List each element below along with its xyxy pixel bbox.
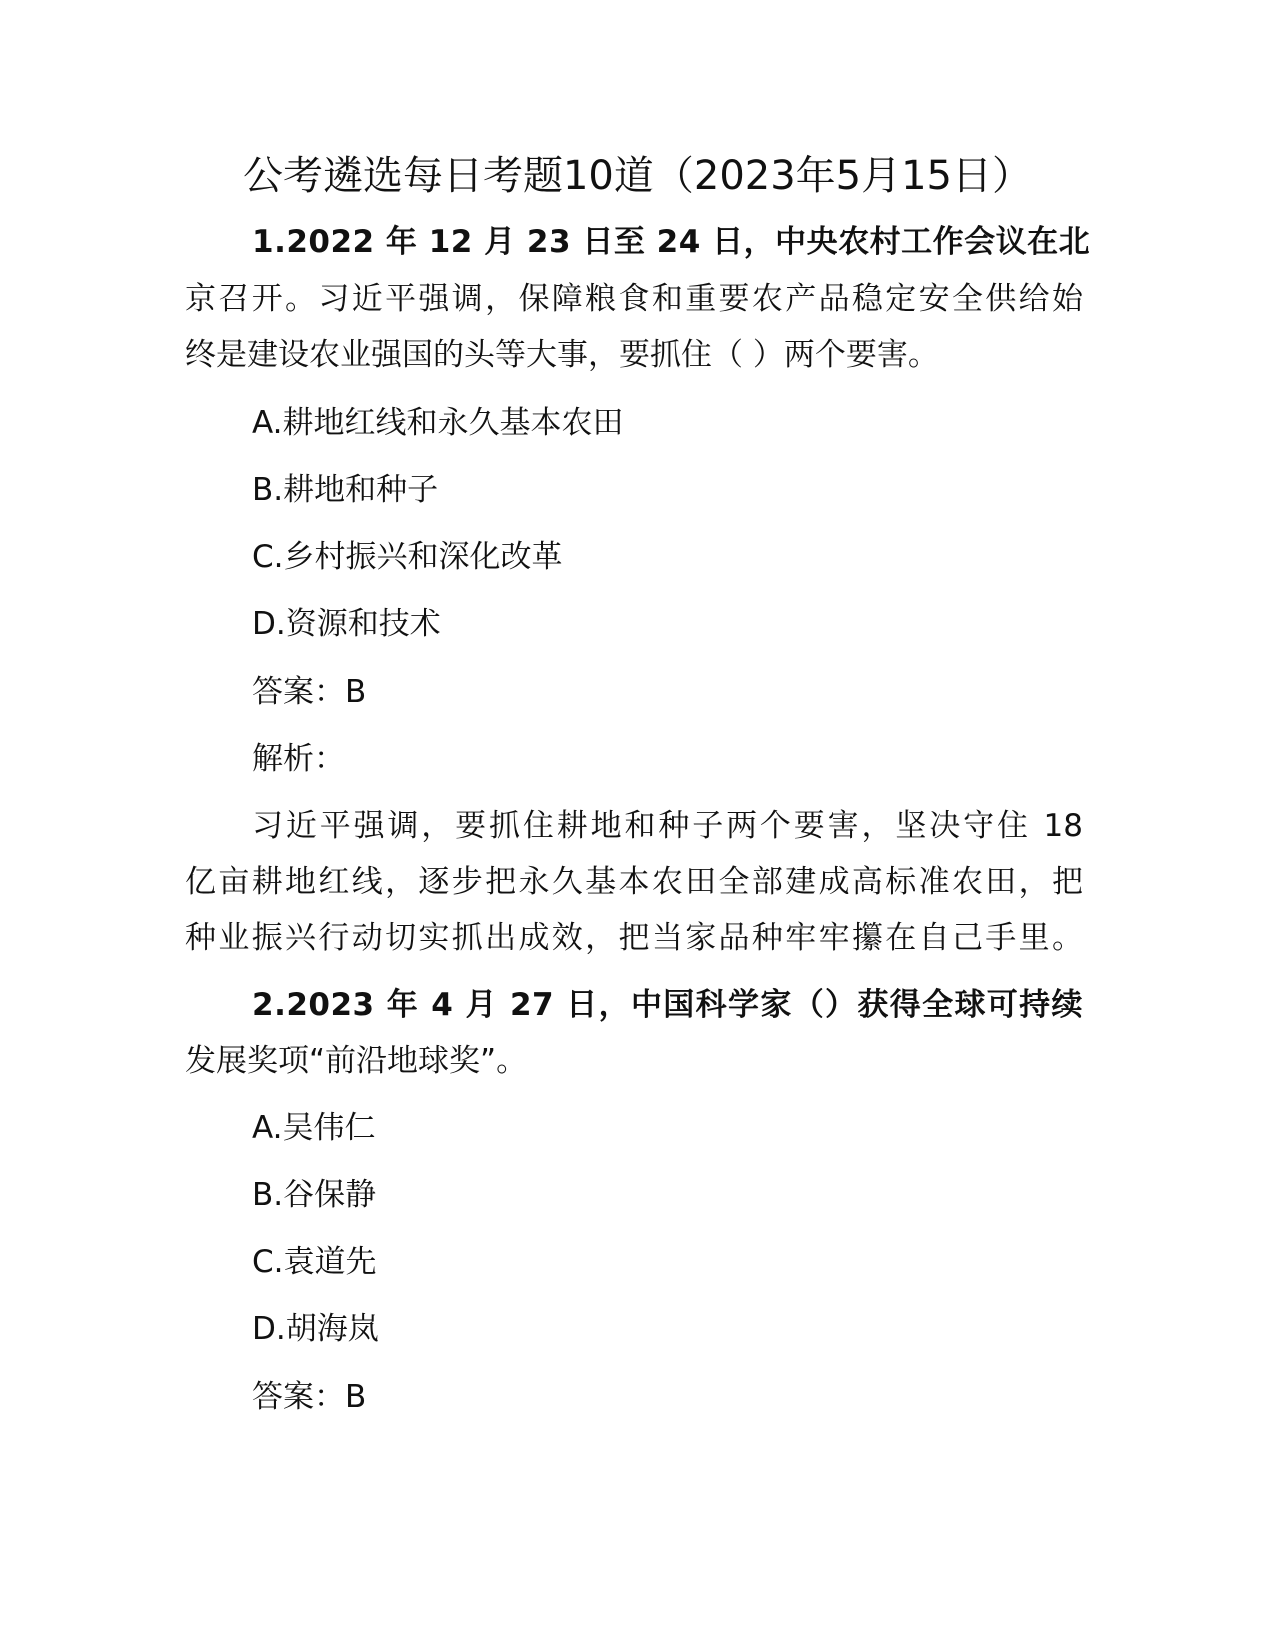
question-2-stem-line-1: 2.2023 年 4 月 27 日，中国科学家（）获得全球可持续 xyxy=(252,987,1083,1023)
question-1-analysis-line-2: 亿亩耕地红线，逐步把永久基本农田全部建成高标准农田，把 xyxy=(185,864,1083,900)
question-1-analysis-label: 解析： xyxy=(252,741,345,777)
question-1-answer: 答案：B xyxy=(252,674,367,710)
question-2-answer: 答案：B xyxy=(252,1379,367,1415)
question-1-analysis-line-1: 习近平强调，要抓住耕地和种子两个要害，坚决守住 18 xyxy=(252,808,1083,844)
question-1-stem-line-1: 1.2022 年 12 月 23 日至 24 日，中央农村工作会议在北 xyxy=(252,224,1091,260)
question-1-option-b: B.耕地和种子 xyxy=(252,472,439,508)
question-2-option-d: D.胡海岚 xyxy=(252,1311,379,1347)
question-2-option-a: A.吴伟仁 xyxy=(252,1110,376,1146)
question-2-stem-line-2: 发展奖项“前沿地球奖”。 xyxy=(185,1043,528,1079)
question-1-option-a: A.耕地红线和永久基本农田 xyxy=(252,405,624,441)
question-2-option-c: C.袁道先 xyxy=(252,1244,377,1280)
question-1-option-d: D.资源和技术 xyxy=(252,606,441,642)
question-1-analysis-line-3: 种业振兴行动切实抓出成效，把当家品种牢牢攥在自己手里。 xyxy=(185,920,1083,956)
question-2-option-b: B.谷保静 xyxy=(252,1177,377,1213)
question-1-stem-line-3: 终是建设农业强国的头等大事，要抓住（ ）两个要害。 xyxy=(185,337,939,373)
document-title: 公考遴选每日考题10道（2023年5月15日） xyxy=(242,153,1033,199)
question-1-option-c: C.乡村振兴和深化改革 xyxy=(252,539,563,575)
question-1-stem-line-2: 京召开。习近平强调，保障粮食和重要农产品稳定安全供给始 xyxy=(185,281,1083,317)
